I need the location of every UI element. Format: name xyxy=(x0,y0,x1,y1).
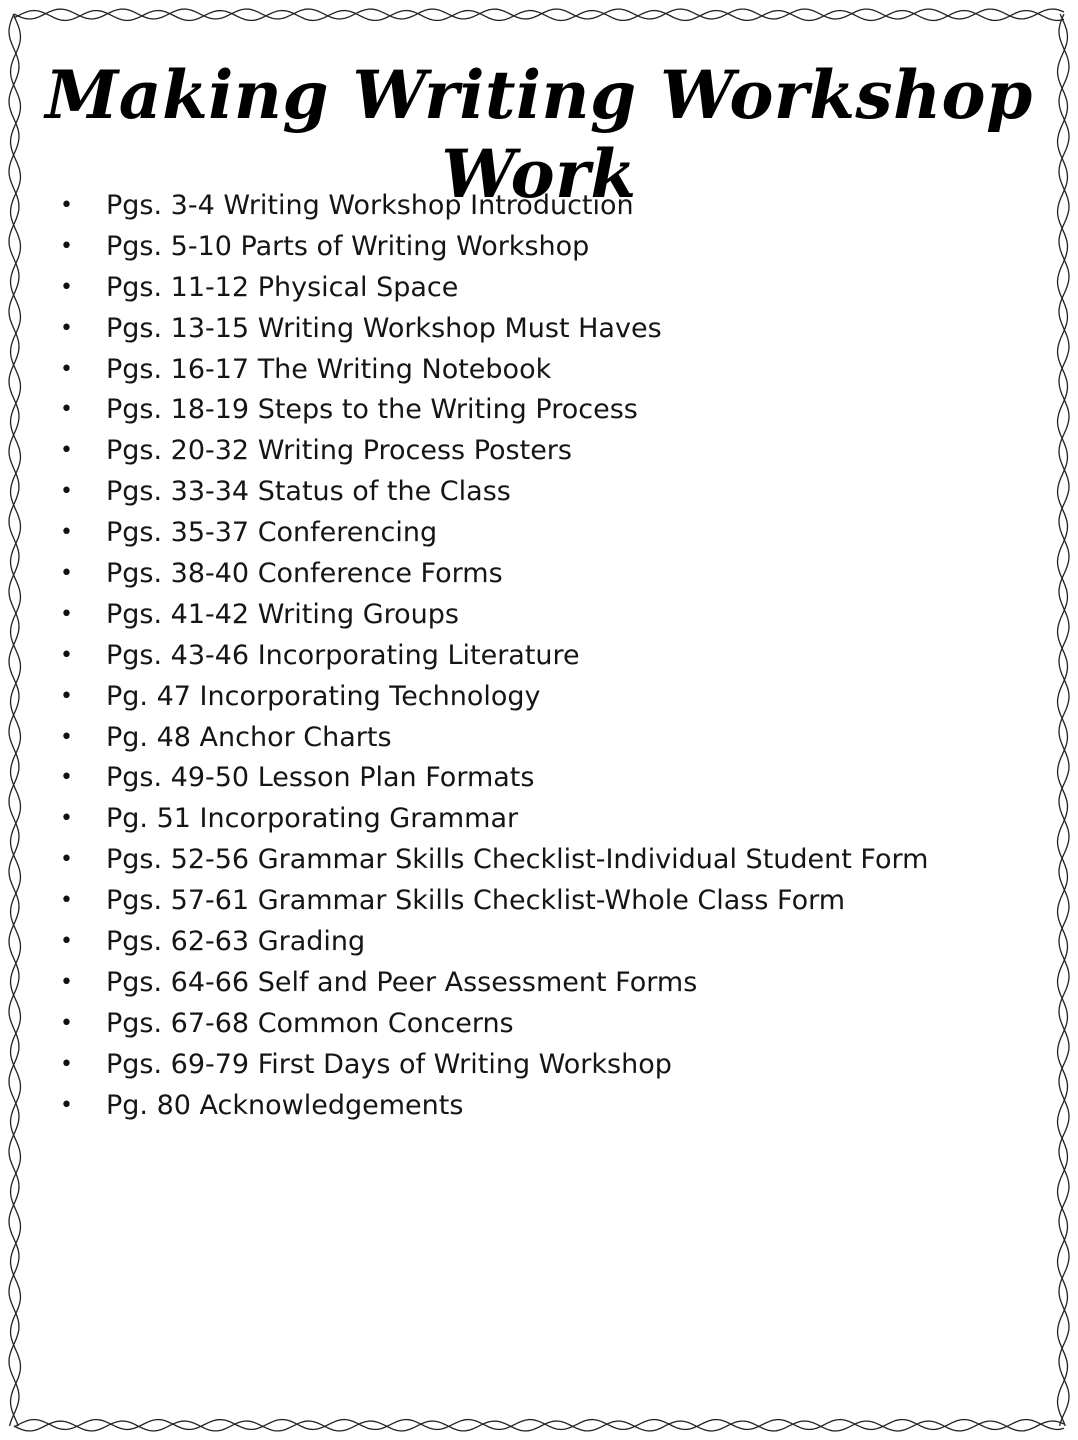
toc-item-text: Pgs. 41-42 Writing Groups xyxy=(106,598,459,630)
toc-item xyxy=(58,1004,1018,1045)
bullet-icon: • xyxy=(60,1010,73,1036)
toc-item-text: Pgs. 11-12 Physical Space xyxy=(106,271,459,303)
bullet-icon: • xyxy=(60,356,73,382)
toc-item-text: Pgs. 3-4 Writing Workshop Introduction xyxy=(106,190,634,221)
toc-item-text: Pgs. 35-37 Conferencing xyxy=(106,517,438,549)
toc-item-text: Pg. 80 Acknowledgements xyxy=(106,1089,464,1121)
bullet-icon: • xyxy=(60,274,73,300)
toc-item-text: Pgs. 67-68 Common Concerns xyxy=(106,1007,514,1039)
toc-item-text: Pg. 48 Anchor Charts xyxy=(106,721,392,753)
toc-item xyxy=(58,309,1018,350)
toc-item xyxy=(58,268,1018,309)
toc-item-text: Pg. 51 Incorporating Grammar xyxy=(106,803,519,835)
bullet-icon: • xyxy=(60,765,73,791)
toc-item xyxy=(58,513,1018,554)
toc-item xyxy=(58,554,1018,595)
toc-item-text: Pgs. 18-19 Steps to the Writing Process xyxy=(106,394,638,426)
bullet-icon: • xyxy=(60,520,73,546)
bullet-icon: • xyxy=(60,397,73,423)
toc-item xyxy=(58,718,1018,759)
toc-item xyxy=(58,595,1018,636)
toc-item xyxy=(58,350,1018,391)
toc-item-text: Pgs. 64-66 Self and Peer Assessment Forms xyxy=(106,966,698,998)
toc-item xyxy=(58,1045,1018,1086)
bullet-icon: • xyxy=(60,724,73,750)
bullet-icon: • xyxy=(60,561,73,587)
bullet-icon: • xyxy=(60,193,73,218)
toc-item-text: Pgs. 16-17 The Writing Notebook xyxy=(106,353,552,385)
toc-item xyxy=(58,881,1018,922)
toc-item-text: Pgs. 43-46 Incorporating Literature xyxy=(106,639,580,671)
bullet-icon: • xyxy=(60,601,73,627)
page-title: Making Writing Workshop Work xyxy=(45,56,1033,214)
toc-item-text: Pgs. 38-40 Conference Forms xyxy=(106,558,503,590)
toc-item xyxy=(58,472,1018,513)
bullet-icon: • xyxy=(60,1051,73,1077)
toc-item-text: Pgs. 5-10 Parts of Writing Workshop xyxy=(106,230,590,262)
toc-item xyxy=(58,799,1018,840)
toc-item xyxy=(58,840,1018,881)
toc-item-text: Pgs. 69-79 First Days of Writing Workshop xyxy=(106,1048,672,1080)
toc-item-text: Pgs. 49-50 Lesson Plan Formats xyxy=(106,762,535,794)
toc-item-text: Pg. 47 Incorporating Technology xyxy=(106,680,541,712)
toc-item xyxy=(58,1086,1018,1127)
bullet-icon: • xyxy=(60,1092,73,1118)
toc-item xyxy=(58,963,1018,1004)
toc-item xyxy=(58,922,1018,963)
toc-item xyxy=(58,431,1018,472)
toc-item-text: Pgs. 62-63 Grading xyxy=(106,926,366,958)
bullet-icon: • xyxy=(60,642,73,668)
toc-item xyxy=(58,390,1018,431)
toc-item-text: Pgs. 33-34 Status of the Class xyxy=(106,476,511,508)
toc-item-text: Pgs. 20-32 Writing Process Posters xyxy=(106,435,572,467)
bullet-icon: • xyxy=(60,929,73,955)
bullet-icon: • xyxy=(60,233,73,259)
toc-item xyxy=(58,227,1018,268)
bullet-icon: • xyxy=(60,683,73,709)
bullet-icon: • xyxy=(60,888,73,914)
toc-item xyxy=(58,186,1018,227)
toc-item xyxy=(58,677,1018,718)
bullet-icon: • xyxy=(60,806,73,832)
table-of-contents xyxy=(58,186,1018,1126)
toc-item xyxy=(58,636,1018,677)
toc-item-text: Pgs. 52-56 Grammar Skills Checklist-Individual Student Form xyxy=(106,844,929,876)
bullet-icon: • xyxy=(60,479,73,505)
toc-item-text: Pgs. 13-15 Writing Workshop Must Haves xyxy=(106,312,662,344)
bullet-icon: • xyxy=(60,847,73,873)
bullet-icon: • xyxy=(60,969,73,995)
toc-item xyxy=(58,758,1018,799)
bullet-icon: • xyxy=(60,438,73,464)
bullet-icon: • xyxy=(60,315,73,341)
toc-item-text: Pgs. 57-61 Grammar Skills Checklist-Whole Class Form xyxy=(106,885,846,917)
